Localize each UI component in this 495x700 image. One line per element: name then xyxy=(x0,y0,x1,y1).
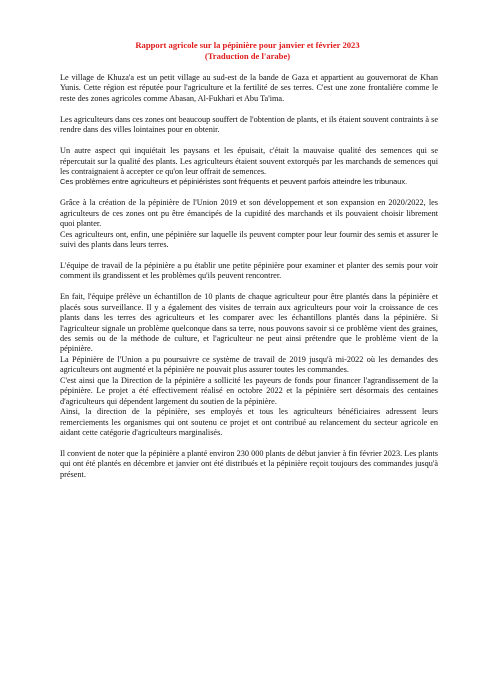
paragraph-farmers-suffering: Les agriculteurs dans ces zones ont beaucoup souffert de l'obtention de plants, et ils étaient souvent contraints à se rendre dans des villes lointaines pour en obtenir. xyxy=(60,114,438,135)
paragraph-farmers-rely: Ces agriculteurs ont, enfin, une pépinière sur laquelle ils peuvent compter pour leur fournir des semis et assurer le suivi des plants dans leurs terres. xyxy=(60,229,438,250)
document-title-block xyxy=(60,40,435,61)
paragraph-intro: Le village de Khuza'a est un petit village au sud-est de la bande de Gaza et appartient au gouvernorat de Khan Yunis. Cette région est réputée pour l'agriculture et la fertilité de ses terres. C'est une zone frontalière comme le reste des zones agricoles comme Abasan, Al-Fukhari et Abu Ta'ima. xyxy=(60,73,438,103)
paragraph-courts: Ces problèmes entre agriculteurs et pépiniéristes sont fréquents et peuvent parfois atteindre les tribunaux. xyxy=(60,177,408,187)
document-subtitle: (Traduction de l'arabe) xyxy=(204,50,291,61)
document-body xyxy=(60,73,438,480)
paragraph-thanks: Ainsi, la direction de la pépinière, ses employés et tous les agriculteurs bénéficiaires adressent leurs remerciements les organismes qui ont soutenu ce projet et ont contribué au relancement du secteur agricole en aidant cette catégorie d'agriculteurs marginalisés. xyxy=(60,407,438,438)
paragraph-nursery-creation: Grâce à la création de la pépinière de l'Union 2019 et son développement et son expansion en 2020/2022, les agriculteurs de ces zones ont pu être émancipés de la cupidité des marchands et ils pouvaient choisir librement quoi planter. xyxy=(60,198,438,229)
paragraph-seed-quality: Un autre aspect qui inquiétait les paysans et les épuisait, c'était la mauvaise qualité des semences qui se répercutait sur la qualité des plants. Les agriculteurs étaient souvent extorqués par les marchands de semences qui les contraignaient à accepter ce qu'on leur offrait de semences. xyxy=(60,146,438,176)
document-title: Rapport agricole sur la pépinière pour janvier et février 2023 xyxy=(135,40,360,50)
paragraph-system-continued: La Pépinière de l'Union a pu poursuivre ce système de travail de 2019 jusqu'à mi-2022 où les demandes des agriculteurs ont augmenté et la pépinière ne pouvait plus assurer toutes les commandes. xyxy=(60,354,438,375)
paragraph-sampling: En fait, l'équipe prélève un échantillon de 10 plants de chaque agriculteur pour être plantés dans la pépinière et placés sous surveillance. Il y a également des visites de terrain aux agriculteurs pour voir la croissance de ces plants dans les terres des agriculteurs et les comparer avec les échantillons plantés dans la pépinière. Si l'agriculteur signale un problème quelconque dans sa terre, nous pouvons savoir si ce problème vient des graines, des semis ou de la méthode de culture, et l'agriculteur ne peut ainsi prétendre que le problème vient de la pépinière. xyxy=(60,292,438,354)
paragraph-work-team: L'équipe de travail de la pépinière a pu établir une petite pépinière pour examiner et planter des semis pour voir comment ils grandissent et les problèmes qu'ils peuvent rencontrer. xyxy=(60,260,438,281)
paragraph-funding: C'est ainsi que la Direction de la pépinière a sollicité les payeurs de fonds pour financer l'agrandissement de la pépinière. Le projet a été effectivement réalisé en octobre 2022 et la pépinière sert désormais des centaines d'agriculteurs qui dépendent largement du soutien de la pépinière. xyxy=(60,375,438,406)
paragraph-plants-count: Il convient de noter que la pépinière a planté environ 230 000 plants de début janvier à fin février 2023. Les plants qui ont été plantés en décembre et janvier ont été distribués et la pépinière reçoit toujours des commandes jusqu'à présent. xyxy=(60,448,438,479)
